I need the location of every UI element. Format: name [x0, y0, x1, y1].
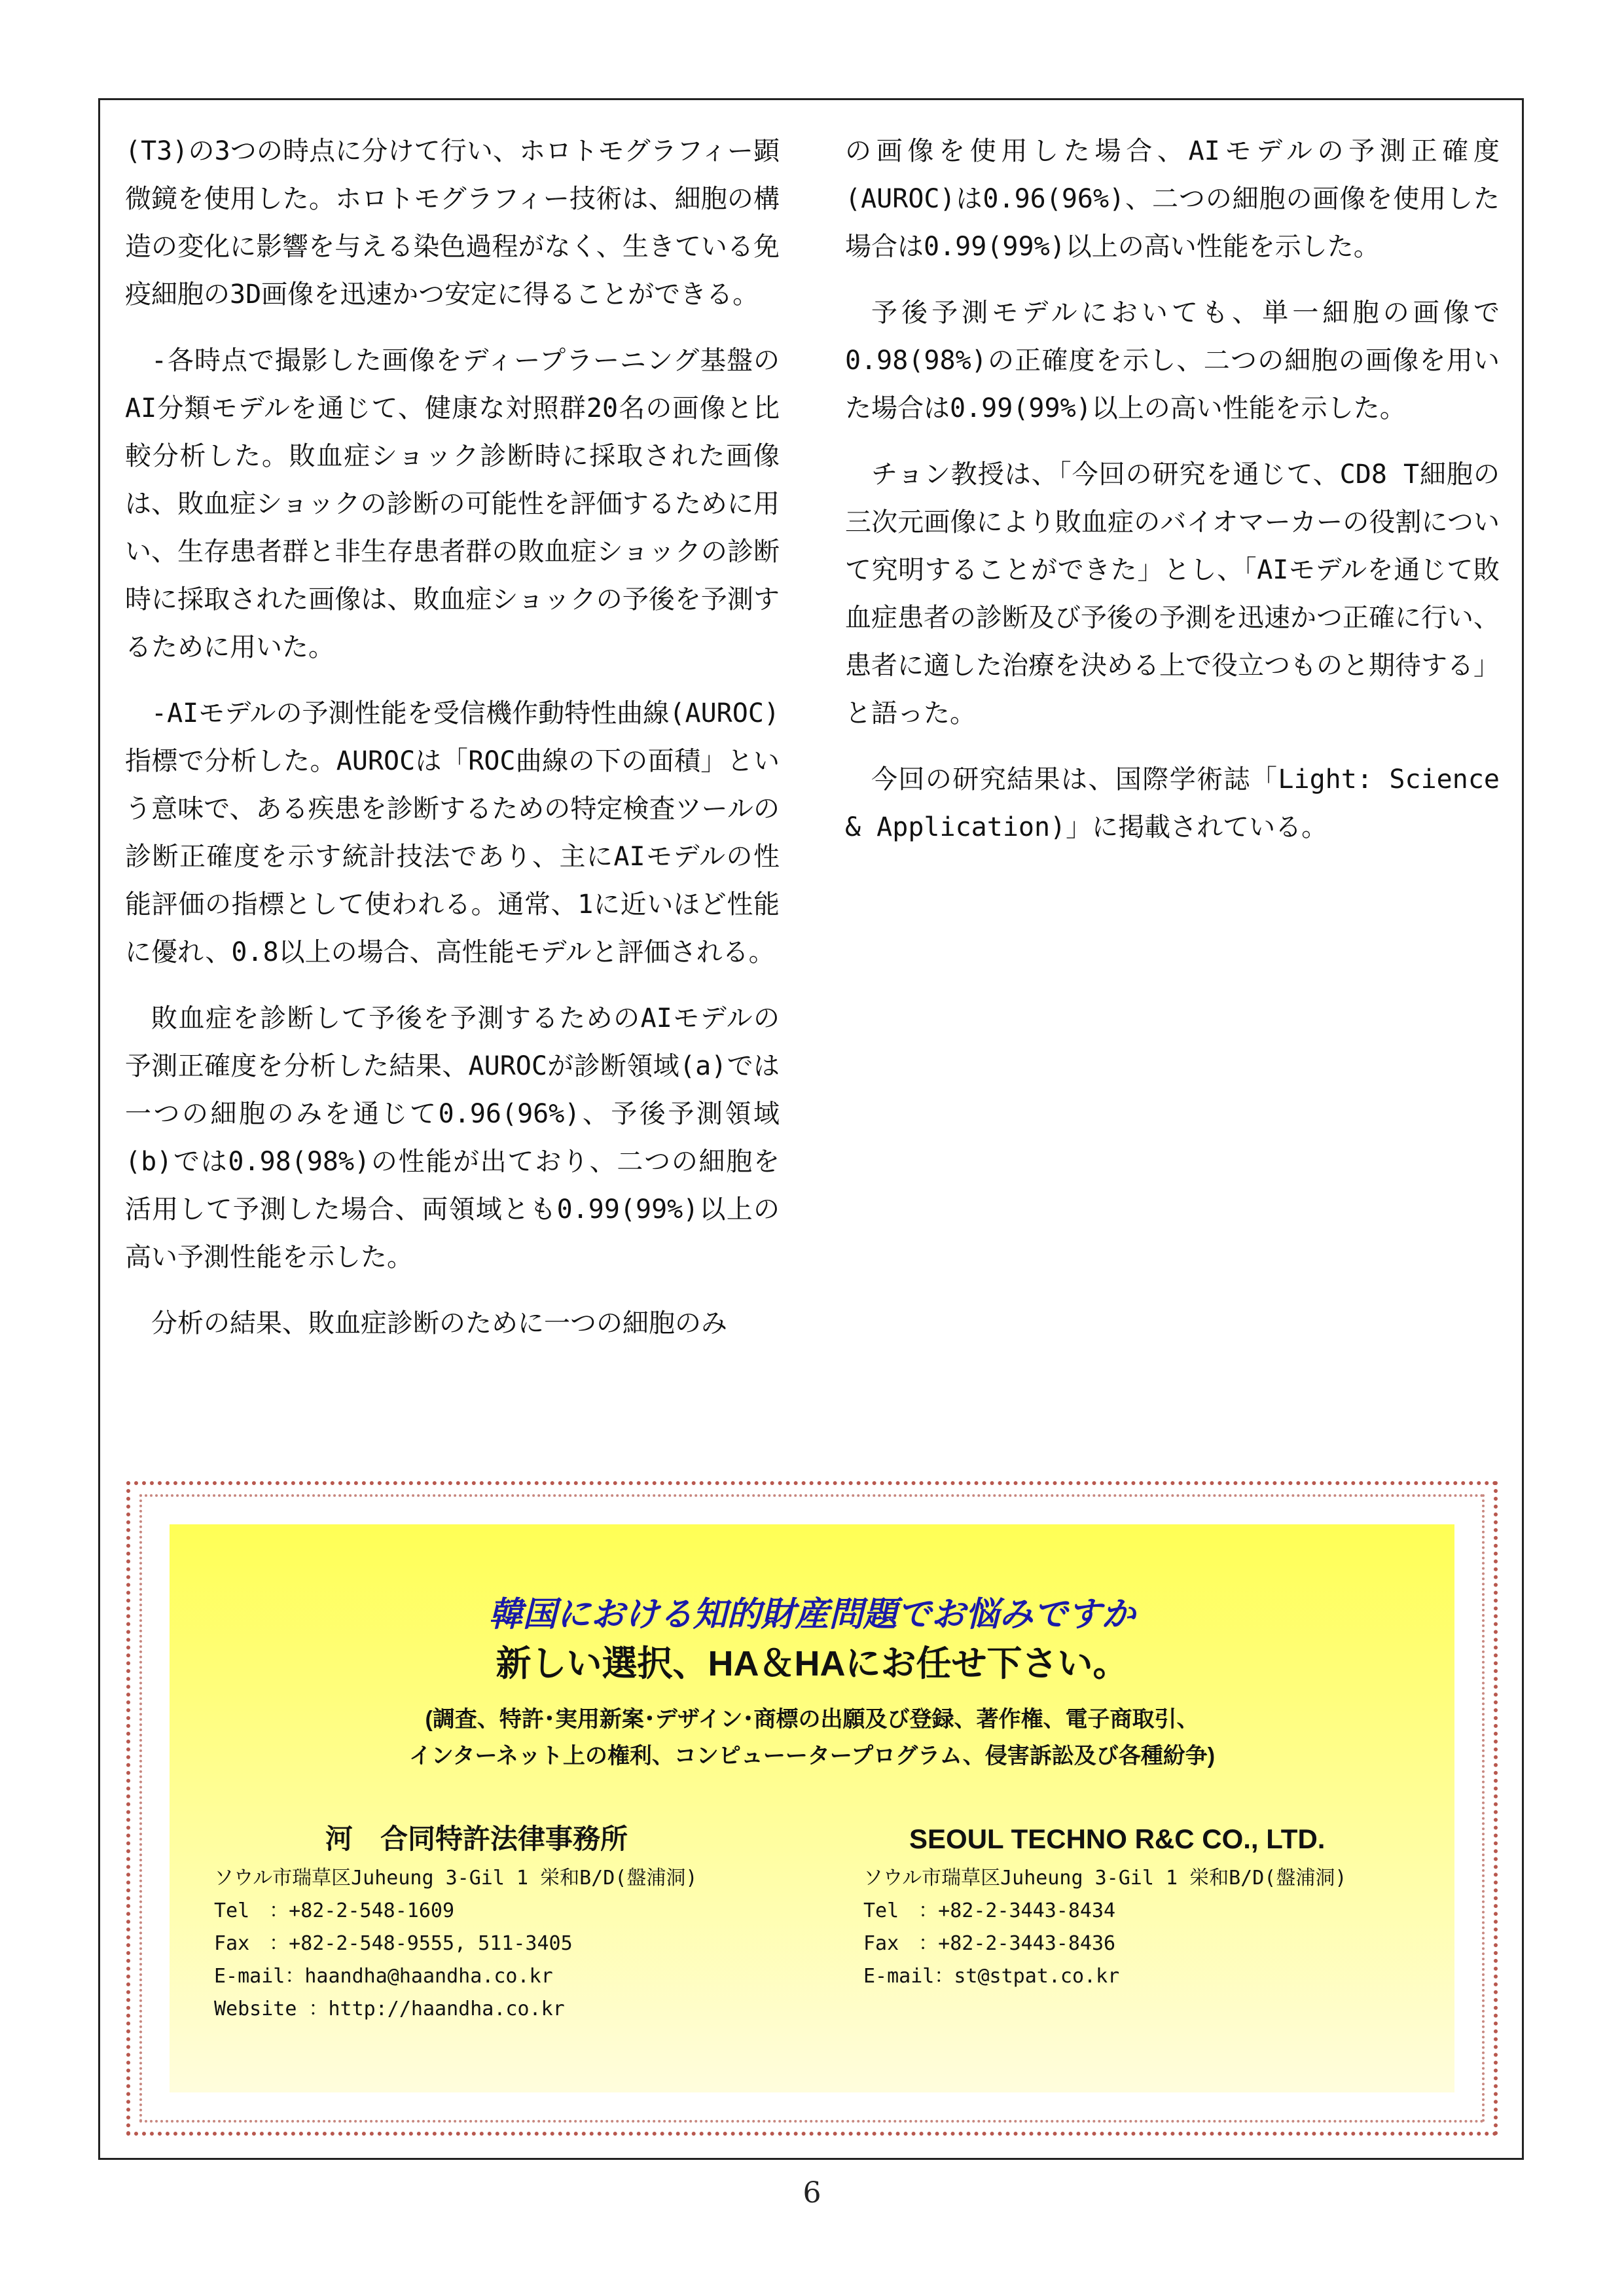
- firm-left-email[interactable]: E-mail：haandha@haandha.co.kr: [214, 1965, 553, 1988]
- left-paragraph-4: 敗血症を診断して予後を予測するためのAIモデルの予測正確度を分析した結果、AUROCが診断領域(a)では一つの細胞のみを通じて0.96(96%)、予後予測領域(b)では0.98(98%)の性能が出ており、二つの細胞を活用して予測した場合、両領域とも0.99(99%)以上の高い予測性能を示した。: [125, 1003, 780, 1272]
- left-paragraph-1: (T3)の3つの時点に分けて行い、ホロトモグラフィー顕微鏡を使用した。ホロトモグラフィー技術は、細胞の構造の変化に影響を与える染色過程がなく、生きている免疫細胞の3D画像を迅速かつ安定に得ることができる。: [125, 136, 780, 310]
- firm-left-address: ソウル市瑞草区Juheung 3-Gil 1 栄和B/D(盤浦洞): [214, 1867, 698, 1890]
- firm-left-name: 河 合同特許法律事務所: [325, 1823, 628, 1854]
- firm-right: [863, 1819, 1346, 1993]
- firm-right-address: ソウル市瑞草区Juheung 3-Gil 1 栄和B/D(盤浦洞): [863, 1867, 1347, 1890]
- left-paragraph-5: 分析の結果、敗血症診断のために一つの細胞のみ: [151, 1308, 727, 1338]
- left-paragraph-2: -各時点で撮影した画像をディープラーニング基盤のAI分類モデルを通じて、健康な対照群20名の画像と比較分析した。敗血症ショック診断時に採取された画像は、敗血症ショックの診断の可能性を評価するために用い、生存患者群と非生存患者群の敗血症ショックの診断時に採取された画像は、敗血症ショックの予後を予測するために用いた。: [125, 346, 780, 662]
- left-paragraph-3: -AIモデルの予測性能を受信機作動特性曲線(AUROC)指標で分析した。AUROCは「ROC曲線の下の面積」という意味で、ある疾患を診断するための特定検査ツールの診断正確度を示す統計技法であり、主にAIモデルの性能評価の指標として使われる。通常、1に近いほど性能に優れ、0.8以上の場合、高性能モデルと評価される。: [125, 698, 780, 967]
- ad-headline: 韓国における知的財産問題でお悩みですか: [488, 1596, 1136, 1634]
- right-column: [845, 128, 1500, 870]
- ad-services-line-1: (調査、特許･実用新案･デザイン･商標の出願及び登録、著作権、電子商取引、: [425, 1707, 1199, 1732]
- right-paragraph-4: 今回の研究結果は、国際学術誌「Light: Science & Application)」に掲載されている。: [845, 764, 1500, 842]
- firm-right-email[interactable]: E-mail：st@stpat.co.kr: [863, 1965, 1120, 1988]
- right-paragraph-1: の画像を使用した場合、AIモデルの予測正確度(AUROC)は0.96(96%)、二つの細胞の画像を使用した場合は0.99(99%)以上の高い性能を示した。: [845, 136, 1500, 262]
- firm-left-tel: Tel ：+82-2-548-1609: [214, 1899, 455, 1922]
- page-frame: [98, 98, 1524, 2160]
- left-column: [125, 128, 780, 1366]
- right-paragraph-3: チョン教授は、「今回の研究を通じて、CD8 T細胞の三次元画像により敗血症のバイオマーカーの役割について究明することができた」とし、「AIモデルを通じて敗血症患者の診断及び予後の予測を迅速かつ正確に行い、患者に適した治療を決める上で役立つものと期待する」と語った。: [845, 459, 1500, 728]
- right-paragraph-2: 予後予測モデルにおいても、単一細胞の画像で0.98(98%)の正確度を示し、二つの細胞の画像を用いた場合は0.99(99%)以上の高い性能を示した。: [845, 298, 1500, 423]
- firm-right-tel: Tel ：+82-2-3443-8434: [863, 1899, 1116, 1922]
- firm-left: [214, 1819, 697, 2026]
- page-number: 6: [803, 2176, 821, 2210]
- firm-right-name: SEOUL TECHNO R&C CO., LTD.: [909, 1823, 1326, 1854]
- firm-right-fax: Fax ：+82-2-3443-8436: [863, 1932, 1116, 1955]
- advertisement-box: [126, 1481, 1498, 2136]
- firm-left-fax: Fax ：+82-2-548-9555, 511-3405: [214, 1932, 573, 1955]
- ad-subheadline: 新しい選択、HA＆HAにお任せ下さい。: [496, 1644, 1128, 1683]
- ad-services: [170, 1701, 1454, 1774]
- advertisement-panel: [170, 1524, 1454, 2092]
- ad-services-line-2: インターネット上の権利、コンピューータープログラム、侵害訴訟及び各種紛争): [408, 1744, 1216, 1768]
- firm-left-website[interactable]: Website ：http://haandha.co.kr: [214, 1998, 565, 2020]
